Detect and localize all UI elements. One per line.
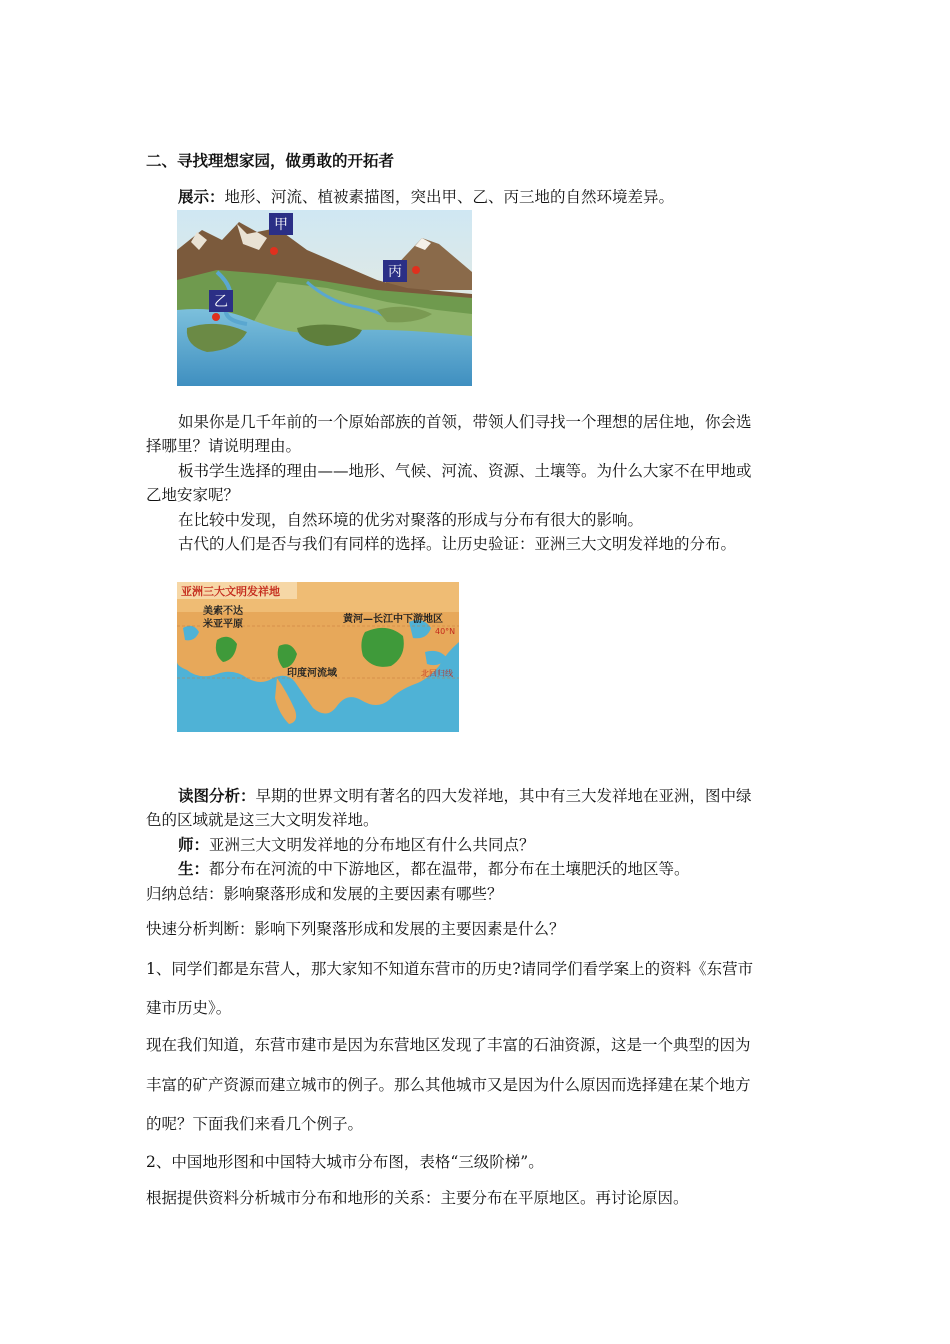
show-text: 地形、河流、植被素描图，突出甲、乙、丙三地的自然环境差异。 — [224, 188, 675, 206]
read-text-line1: 早期的世界文明有著名的四大发祥地，其中有三大发祥地在亚洲，图中绿 — [255, 787, 752, 805]
teacher-label: 师： — [178, 835, 210, 854]
map-meso-line1: 美索不达 — [203, 606, 243, 617]
para2-line1: 板书学生选择的理由——地形、气候、河流、资源、土壤等。为什么大家不在甲地或 — [178, 462, 752, 480]
landscape-illustration — [177, 210, 472, 386]
para5-line2: 丰富的矿产资源而建立城市的例子。那么其他城市又是因为什么原因而选择建在某个地方 — [146, 1076, 751, 1094]
show-label: 展示： — [178, 187, 225, 206]
para4: 古代的人们是否与我们有同样的选择。让历史验证：亚洲三大文明发祥地的分布。 — [178, 535, 737, 553]
map-title: 亚洲三大文明发祥地 — [181, 585, 280, 598]
teacher-text: 亚洲三大文明发祥地的分布地区有什么共同点？ — [209, 836, 535, 854]
read-label: 读图分析： — [178, 786, 256, 805]
para2-line2: 乙地安家呢？ — [146, 486, 240, 504]
read-text-line2: 色的区域就是这三大文明发祥地。 — [146, 811, 379, 829]
map-meso-line2: 米亚平原 — [203, 619, 243, 630]
map-tropic: 北回归线 — [421, 669, 453, 678]
map-lat40: 40°N — [435, 627, 456, 636]
quick-analysis-line: 快速分析判断：影响下列聚落形成和发展的主要因素是什么？ — [146, 920, 565, 938]
para1-line2: 择哪里？请说明理由。 — [146, 437, 302, 455]
marker-bing — [412, 266, 420, 274]
section-heading: 二、寻找理想家园，做勇敢的开拓者 — [146, 151, 395, 170]
read-analysis-line1 — [178, 785, 752, 807]
landscape-figure — [177, 210, 472, 386]
para6-line: 根据提供资料分析城市分布和地形的关系：主要分布在平原地区。再讨论原因。 — [146, 1189, 689, 1207]
teacher-line — [178, 834, 535, 856]
label-yi: 乙 — [214, 294, 228, 310]
student-label: 生： — [178, 859, 210, 878]
student-text: 都分布在河流的中下游地区，都在温带，都分布在土壤肥沃的地区等。 — [209, 860, 690, 878]
para5-line3: 的呢？下面我们来看几个例子。 — [146, 1115, 364, 1133]
item1-line1: 1、同学们都是东营人，那大家知不知道东营市的历史?请同学们看学案上的资料《东营市 — [146, 960, 754, 978]
para5-line1: 现在我们知道，东营市建市是因为东营地区发现了丰富的石油资源，这是一个典型的因为 — [146, 1036, 751, 1054]
asia-civilization-map — [177, 582, 459, 732]
show-paragraph — [178, 186, 674, 208]
label-jia: 甲 — [274, 217, 288, 233]
item2-line: 2、中国地形图和中国特大城市分布图，表格“三级阶梯”。 — [146, 1153, 544, 1171]
para3: 在比较中发现，自然环境的优劣对聚落的形成与分布有很大的影响。 — [178, 511, 644, 529]
marker-yi — [212, 313, 220, 321]
map-yellow-river: 黄河—长江中下游地区 — [343, 614, 443, 625]
label-bing: 丙 — [388, 264, 402, 280]
marker-jia — [270, 247, 278, 255]
map-illustration — [177, 582, 459, 732]
map-indus: 印度河流域 — [287, 668, 337, 679]
item1-line2: 建市历史》。 — [146, 999, 232, 1017]
summary-line: 归纳总结：影响聚落形成和发展的主要因素有哪些？ — [146, 885, 503, 903]
student-line — [178, 858, 690, 880]
para1-line1: 如果你是几千年前的一个原始部族的首领，带领人们寻找一个理想的居住地，你会选 — [178, 413, 752, 431]
